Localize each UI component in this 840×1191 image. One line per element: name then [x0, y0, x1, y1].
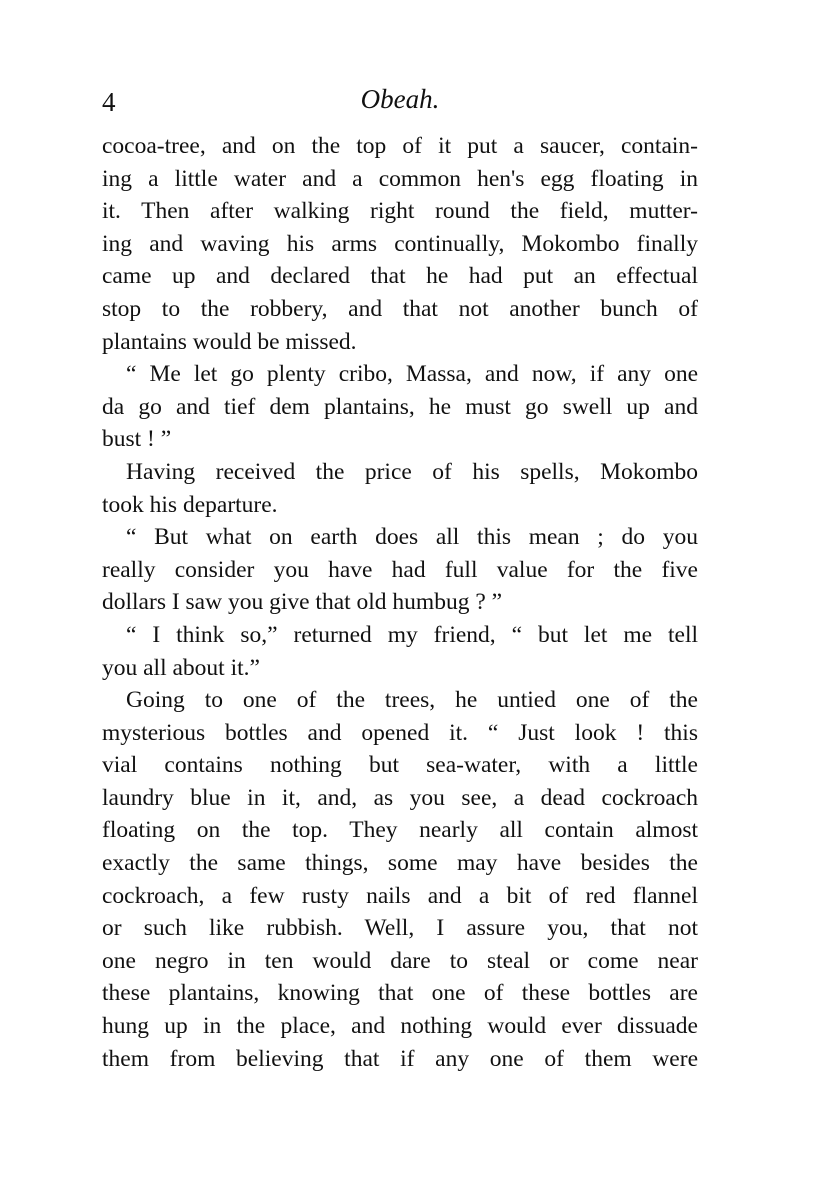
text-line: Having received the price of his spells, Mokombo	[126, 458, 698, 485]
text-line: exactly the same things, some may have besides the	[102, 850, 698, 877]
body-text	[102, 130, 698, 1075]
text-line: ing and waving his arms continually, Mokombo finally	[102, 230, 698, 257]
text-line: mysterious bottles and opened it. “ Just look ! this	[102, 719, 698, 746]
text-line: da go and tief dem plantains, he must go swell up and	[102, 393, 698, 420]
text-line: or such like rubbish. Well, I assure you, that not	[102, 915, 698, 942]
text-line: vial contains nothing but sea-water, with a little	[102, 752, 698, 779]
text-line: bust ! ”	[102, 426, 172, 453]
text-line: them from believing that if any one of them were	[102, 1045, 698, 1072]
text-line: “ Me let go plenty cribo, Massa, and now, if any one	[126, 361, 698, 388]
page-number: 4	[102, 87, 116, 117]
text-line: took his departure.	[102, 491, 278, 518]
text-line: it. Then after walking right round the field, mutter-	[102, 198, 698, 225]
text-line: one negro in ten would dare to steal or come near	[102, 947, 698, 974]
text-line: “ I think so,” returned my friend, “ but let me tell	[126, 621, 698, 648]
text-line: stop to the robbery, and that not another bunch of	[102, 295, 698, 322]
text-line: cocoa-tree, and on the top of it put a saucer, contain-	[102, 133, 698, 159]
running-title: Obeah.	[360, 84, 440, 114]
text-line: laundry blue in it, and, as you see, a dead cockroach	[102, 784, 698, 811]
text-line: “ But what on earth does all this mean ; do you	[126, 524, 698, 551]
text-line: really consider you have had full value for the five	[102, 556, 698, 583]
text-line: you all about it.”	[102, 654, 260, 681]
text-line: these plantains, knowing that one of these bottles are	[102, 980, 698, 1007]
text-line: ing a little water and a common hen's egg floating in	[102, 165, 698, 192]
text-line: floating on the top. They nearly all contain almost	[102, 817, 698, 844]
text-line: hung up in the place, and nothing would ever dissuade	[102, 1013, 698, 1040]
text-line: came up and declared that he had put an effectual	[102, 263, 698, 290]
text-line: Going to one of the trees, he untied one of the	[126, 687, 698, 714]
text-line: plantains would be missed.	[102, 328, 357, 355]
text-line: cockroach, a few rusty nails and a bit of red flannel	[102, 882, 698, 909]
text-line: dollars I saw you give that old humbug ? ”	[102, 589, 503, 616]
